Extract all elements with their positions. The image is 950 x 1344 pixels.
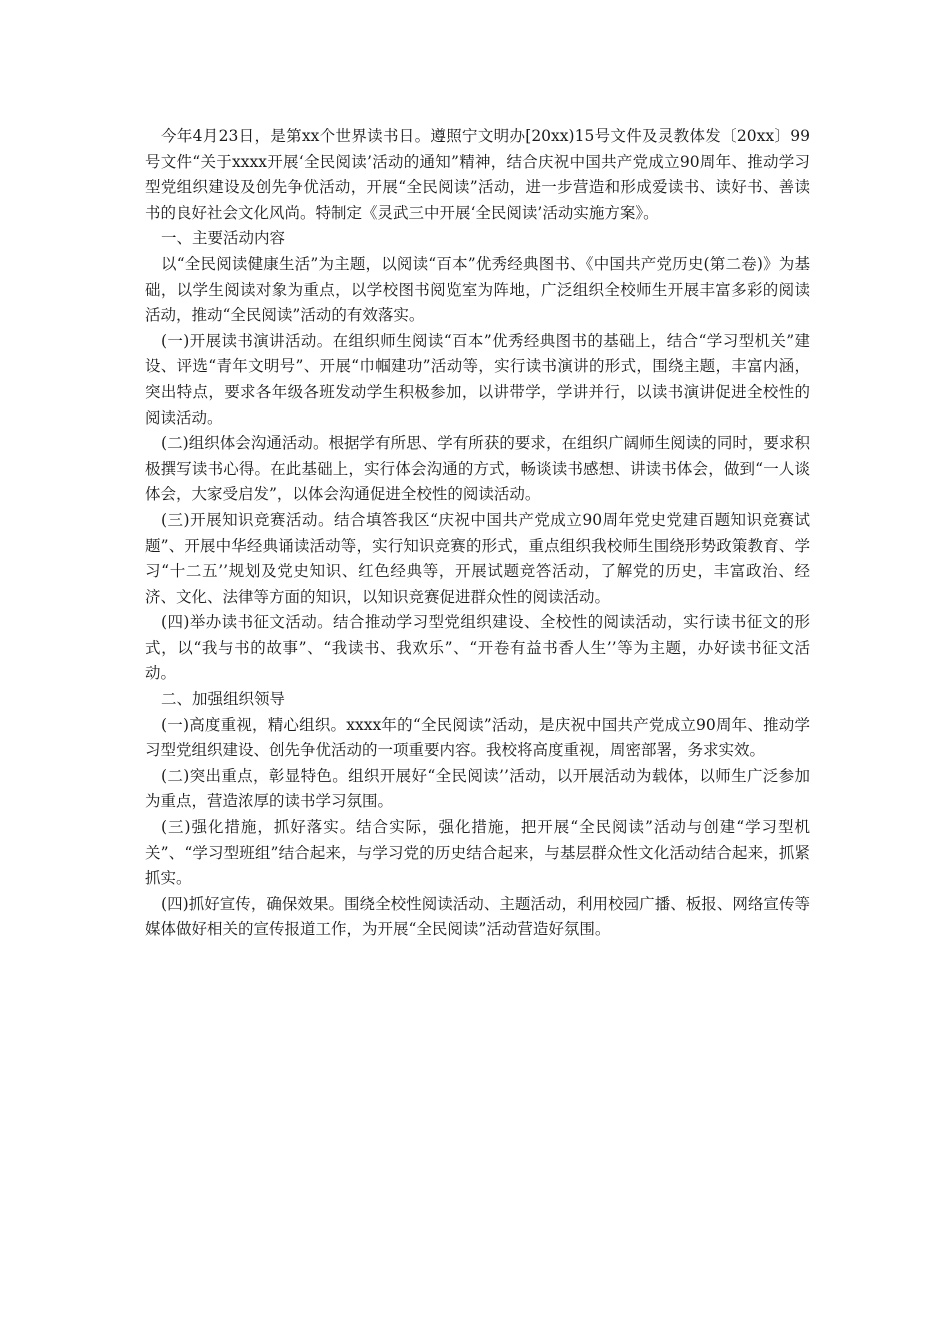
paragraph-item-2-4: (四)抓好宣传，确保效果。围绕全校性阅读活动、主题活动，利用校园广播、板报、网络宣传等媒体做好相关的宣传报道工作，为开展“全民阅读”活动营造好氛围。 (145, 894, 810, 939)
paragraph-item-2-3: (三)强化措施，抓好落实。结合实际，强化措施，把开展“全民阅读”活动与创建“学习型机关”、“学习型班组”结合起来，与学习党的历史结合起来，与基层群众性文化活动结合起来，抓紧抓实。 (145, 818, 810, 888)
section-heading-1: 一、主要活动内容 (161, 229, 286, 248)
paragraph-item-1-4: (四)举办读书征文活动。结合推动学习型党组织建设、全校性的阅读活动，实行读书征文的形式，以“我与书的故事”、“我读书、我欢乐”、“开卷有益书香人生’’等为主题，办好读书征文活动。 (145, 613, 810, 683)
paragraph-theme: 以“全民阅读健康生活”为主题，以阅读“百本”优秀经典图书、《中国共产党历史(第二卷)》为基础，以学生阅读对象为重点，以学校图书阅览室为阵地，广泛组织全校师生开展丰富多彩的阅读活动，推动“全民阅读”活动的有效落实。 (145, 254, 810, 325)
paragraph-item-2-2: (二)突出重点，彰显特色。组织开展好“全民阅读’’活动，以开展活动为载体，以师生广泛参加为重点，营造浓厚的读书学习氛围。 (145, 766, 810, 811)
document-body (145, 124, 810, 943)
paragraph-item-1-1: (一)开展读书演讲活动。在组织师生阅读“百本”优秀经典图书的基础上，结合“学习型机关”建设、评选“青年文明号”、开展“巾帼建功”活动等，实行读书演讲的形式，围绕主题，丰富内涵，突出特点，要求各年级各班发动学生积极参加，以讲带学，学讲并行，以读书演讲促进全校性的阅读活动。 (145, 331, 810, 427)
paragraph-item-1-2: (二)组织体会沟通活动。根据学有所思、学有所获的要求，在组织广阔师生阅读的同时，要求积极撰写读书心得。在此基础上，实行体会沟通的方式，畅谈读书感想、讲读书体会，做到“一人谈体会，大家受启发”，以体会沟通促进全校性的阅读活动。 (145, 434, 810, 504)
paragraph-item-2-1: (一)高度重视，精心组织。xxxx年的“全民阅读”活动，是庆祝中国共产党成立90周年、推动学习型党组织建设、创先争优活动的一项重要内容。我校将高度重视，周密部署，务求实效。 (145, 715, 810, 760)
paragraph-item-1-3: (三)开展知识竞赛活动。结合填答我区“庆祝中国共产党成立90周年党史党建百题知识竞赛试题”、开展中华经典诵读活动等，实行知识竞赛的形式，重点组织我校师生围绕形势政策教育、学习“十二五’’规划及党史知识、红色经典等，开展试题竞答活动，了解党的历史，丰富政治、经济、文化、法律等方面的知识，以知识竞赛促进群众性的阅读活动。 (145, 510, 810, 606)
paragraph-intro: 今年4月23日，是第xx个世界读书日。遵照宁文明办[20xx)15号文件及灵教体发〔20xx〕99号文件“关于xxxx开展‘全民阅读’活动的通知”精神，结合庆祝中国共产党成立90周年、推动学习型党组织建设及创先争优活动，开展“全民阅读”活动，进一步营造和形成爱读书、读好书、善读书的良好社会文化风尚。特制定《灵武三中开展‘全民阅读’活动实施方案》。 (145, 127, 810, 222)
section-heading-2: 二、加强组织领导 (161, 690, 286, 709)
